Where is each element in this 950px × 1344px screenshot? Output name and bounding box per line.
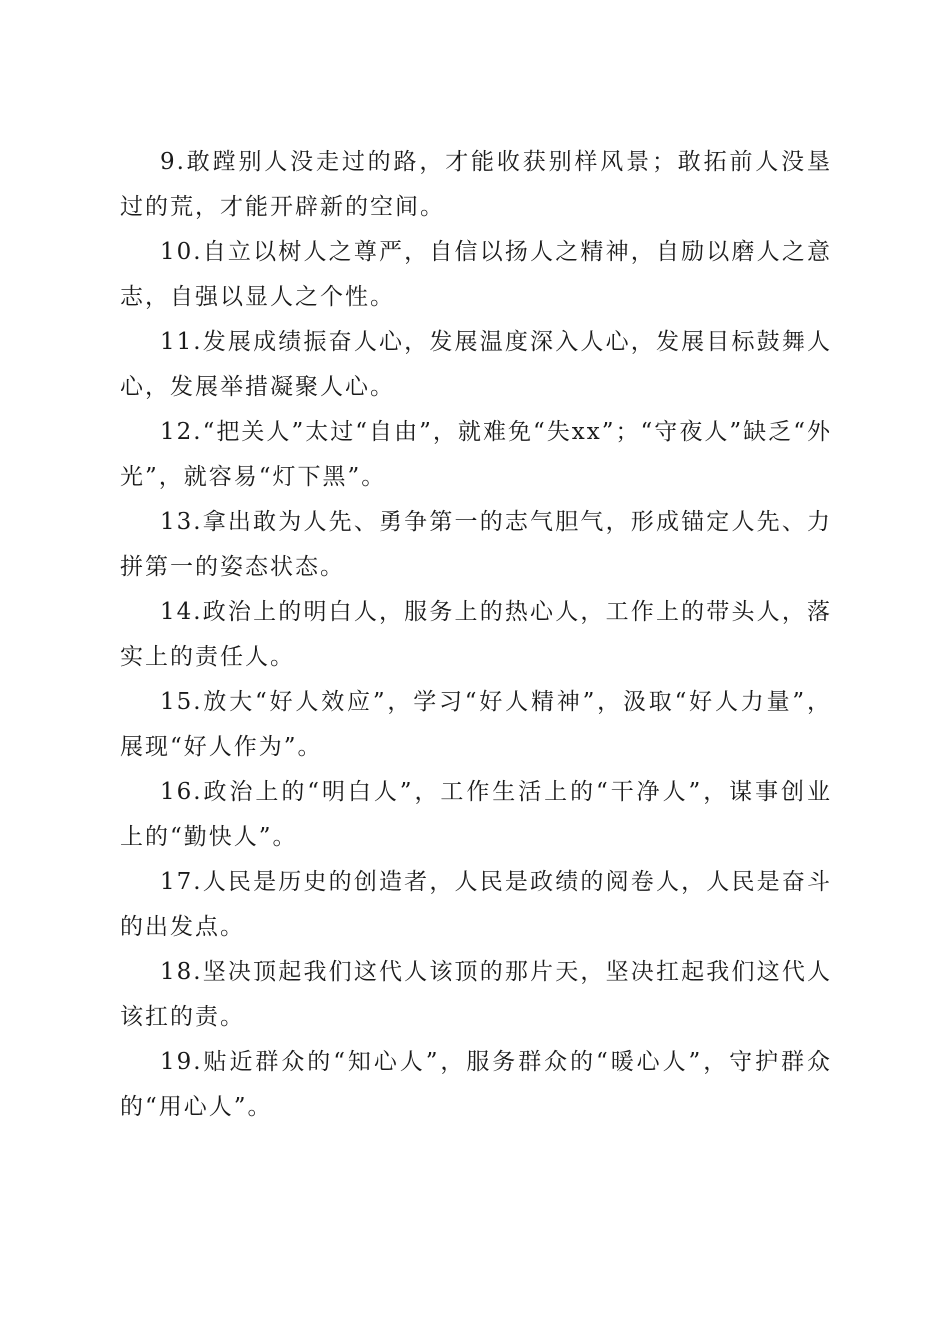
paragraph-12: 12.“把关人”太过“自由”，就难免“失xx”；“守夜人”缺乏“外光”，就容易“灯下黑”。 — [120, 419, 832, 490]
paragraph-16: 16.政治上的“明白人”，工作生活上的“干净人”，谋事创业上的“勤快人”。 — [120, 779, 832, 850]
paragraph-9: 9.敢蹚别人没走过的路，才能收获别样风景；敢拓前人没垦过的荒，才能开辟新的空间。 — [120, 149, 832, 220]
paragraph-14: 14.政治上的明白人，服务上的热心人，工作上的带头人，落实上的责任人。 — [120, 599, 832, 670]
paragraph-19: 19.贴近群众的“知心人”，服务群众的“暖心人”，守护群众的“用心人”。 — [120, 1049, 832, 1120]
document-body — [120, 140, 832, 1130]
paragraph-15: 15.放大“好人效应”，学习“好人精神”，汲取“好人力量”，展现“好人作为”。 — [120, 689, 832, 760]
paragraph-11: 11.发展成绩振奋人心，发展温度深入人心，发展目标鼓舞人心，发展举措凝聚人心。 — [120, 329, 832, 400]
paragraph-13: 13.拿出敢为人先、勇争第一的志气胆气，形成锚定人先、力拼第一的姿态状态。 — [120, 509, 832, 580]
paragraph-10: 10.自立以树人之尊严，自信以扬人之精神，自励以磨人之意志，自强以显人之个性。 — [120, 239, 832, 310]
paragraph-17: 17.人民是历史的创造者，人民是政绩的阅卷人，人民是奋斗的出发点。 — [120, 869, 832, 940]
paragraph-18: 18.坚决顶起我们这代人该顶的那片天，坚决扛起我们这代人该扛的责。 — [120, 959, 832, 1030]
